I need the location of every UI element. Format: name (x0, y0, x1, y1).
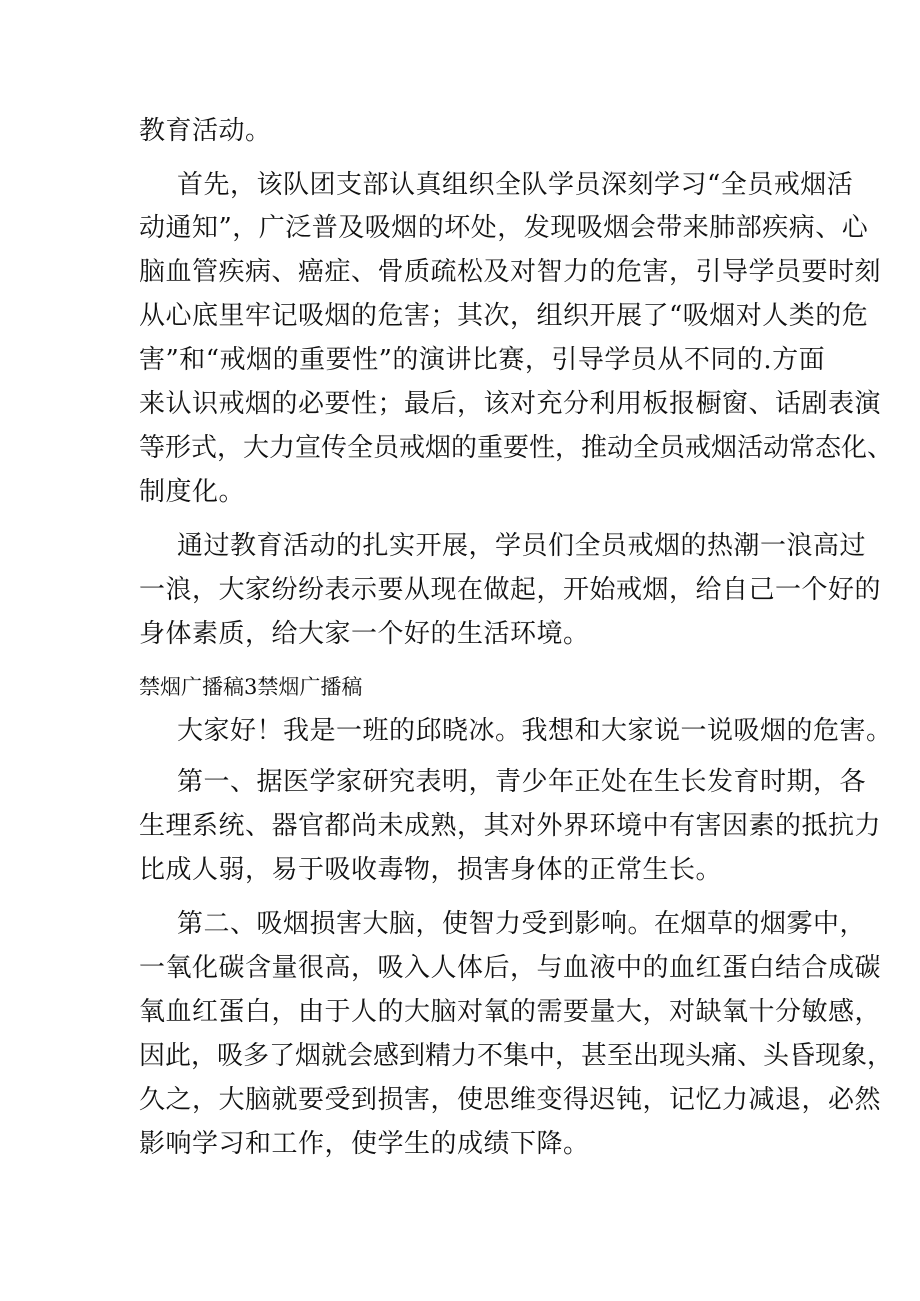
text-line: 制度化。 (139, 477, 246, 507)
text-line: 一浪，大家纷纷表示要从现在做起，开始戒烟，给自己一个好的 (139, 575, 882, 605)
text-line: 氧血红蛋白，由于人的大脑对氧的需要量大，对缺氧十分敏感， (139, 997, 882, 1027)
text-line: 脑血管疾病、癌症、骨质疏松及对智力的危害，引导学员要时刻 (139, 257, 882, 287)
text-line: 来认识戒烟的必要性；最后，该对充分利用板报橱窗、话剧表演 (139, 389, 882, 419)
paragraph-start-line: 大家好！我是一班的邱晓冰。我想和大家说一说吸烟的危害。 (177, 716, 893, 746)
text-line: 比成人弱，易于吸收毒物，损害身体的正常生长。 (139, 855, 723, 885)
text-line: 教育活动。 (139, 116, 272, 146)
text-line: 生理系统、器官都尚未成熟，其对外界环境中有害因素的抵抗力 (139, 811, 882, 841)
paragraph-start-line: 通过教育活动的扎实开展，学员们全员戒烟的热潮一浪高过 (177, 531, 867, 561)
text-line: 等形式，大力宣传全员戒烟的重要性，推动全员戒烟活动常态化、 (139, 433, 894, 463)
text-line: 影响学习和工作，使学生的成绩下降。 (139, 1129, 590, 1159)
text-line: 从心底里牢记吸烟的危害；其次，组织开展了“吸烟对人类的危 (139, 301, 869, 331)
paragraph-start-line: 首先，该队团支部认真组织全队学员深刻学习“全员戒烟活 (177, 170, 854, 200)
text-line: 一氧化碳含量很高，吸入人体后，与血液中的血红蛋白结合成碳 (139, 953, 882, 983)
text-line: 动通知”，广泛普及吸烟的坏处，发现吸烟会带来肺部疾病、心 (139, 213, 869, 243)
text-line: 因此，吸多了烟就会感到精力不集中，甚至出现头痛、头昏现象， (139, 1041, 894, 1071)
section-heading: 禁烟广播稿3禁烟广播稿 (139, 675, 363, 699)
paragraph-start-line: 第二、吸烟损害大脑，使智力受到影响。在烟草的烟雾中， (177, 909, 867, 939)
paragraph-start-line: 第一、据医学家研究表明，青少年正处在生长发育时期，各 (177, 767, 867, 797)
text-line: 久之，大脑就要受到损害，使思维变得迟钝，记忆力减退，必然 (139, 1085, 882, 1115)
text-line: 身体素质，给大家一个好的生活环境。 (139, 619, 590, 649)
text-line: 害”和“戒烟的重要性”的演讲比赛，引导学员从不同的.方面 (139, 345, 826, 375)
